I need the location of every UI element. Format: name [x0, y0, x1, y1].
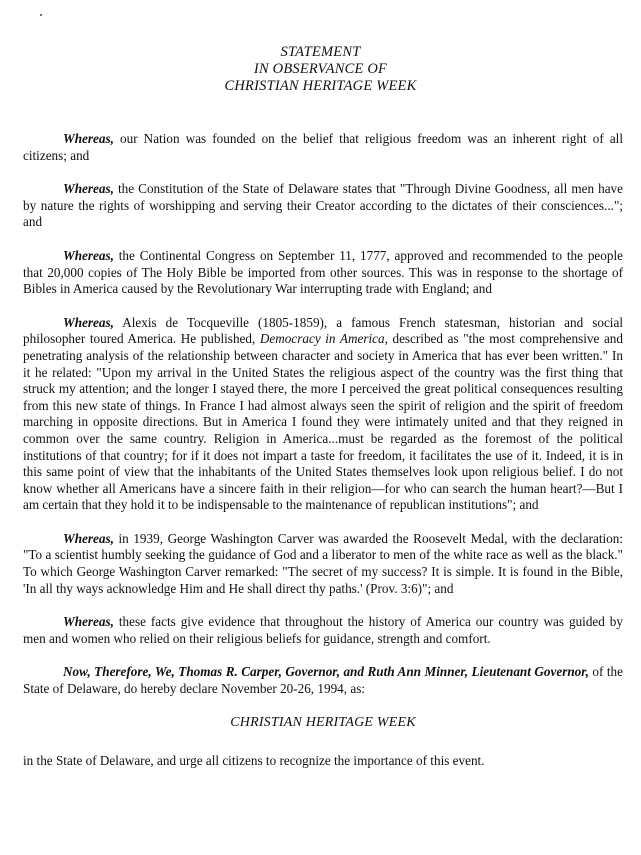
declared-week-title: CHRISTIAN HERITAGE WEEK: [230, 714, 416, 730]
whereas-paragraph-5: [23, 531, 623, 597]
paragraph-text: these facts give evidence that throughout the history of America our country was guided by men and women who relied on their religious beliefs for guidance, strength and comfort.: [23, 614, 623, 646]
document-heading: [0, 44, 641, 95]
proclamation-paragraph: [23, 664, 623, 697]
whereas-paragraph-1: [23, 131, 623, 164]
paragraph-text: the Constitution of the State of Delaware states that "Through Divine Goodness, all men have by nature the rights of worshipping and serving their Creator according to the dictates of their consciences..."; and: [23, 181, 623, 230]
whereas-lead: Whereas,: [63, 614, 114, 630]
heading-line-observance: IN OBSERVANCE OF: [253, 61, 388, 77]
paragraph-text: the Continental Congress on September 11, 1777, approved and recommended to the people that 20,000 copies of The Holy Bible be imported from other sources. This was in response to the shortage of Bibles in America caused by the Revolutionary War interrupting trade with England; and: [23, 247, 623, 297]
closing-paragraph: in the State of Delaware, and urge all citizens to recognize the importance of this event.: [23, 753, 485, 769]
heading-line-statement: STATEMENT: [280, 44, 361, 60]
whereas-lead: Whereas,: [63, 247, 114, 263]
whereas-paragraph-4: [23, 315, 623, 514]
whereas-lead: Whereas,: [63, 181, 114, 197]
book-title: Democracy in America,: [259, 331, 388, 347]
proclamation-lead: Now, Therefore, We, Thomas R. Carper, Governor, and Ruth Ann Minner, Lieutenant Governor,: [63, 664, 589, 680]
whereas-lead: Whereas,: [63, 530, 114, 546]
whereas-lead: Whereas,: [63, 131, 114, 146]
whereas-paragraph-6: [23, 614, 623, 647]
paragraph-text: Alexis de Tocqueville (1805-1859), a famous French statesman, historian and social philosopher toured America. He published,: [23, 314, 623, 347]
paragraph-text: described as "the most comprehensive and penetrating analysis of the relationship between character and society in America that has ever been written." In it he related: "Upon my arrival in the United States the religious aspect of the country was the first thing that struck my attention; and the longer I stayed there, the more I perceived the great political consequences resulting from this new state of things. In France I had almost always seen the spirit of religion and the spirit of freedom marching in opposite directions. But in America I found they were intimately united and that they reigned in common over the same country. Religion in America...must be regarded as the foremost of the political institutions of that country; for if it does not impart a taste for freedom, it facilitates the use of it. Indeed, it is in this same point of view that the inhabitants of the United States themselves look upon religious belief. I do not know whether all Americans have a sincere faith in their religion—for who can search the human heart?—But I am certain that they hold it to be indispensable to the maintenance of republican institutions"; and: [23, 331, 623, 513]
whereas-lead: Whereas,: [63, 314, 114, 330]
whereas-paragraph-3: [23, 248, 623, 298]
paragraph-text: of the State of Delaware, do hereby declare November 20-26, 1994, as:: [23, 664, 623, 697]
heading-line-week: CHRISTIAN HERITAGE WEEK: [224, 78, 417, 94]
document-body: [23, 131, 623, 770]
paragraph-text: our Nation was founded on the belief that religious freedom was an inherent right of all citizens; and: [23, 131, 623, 163]
paragraph-text: in 1939, George Washington Carver was awarded the Roosevelt Medal, with the declaration: "To a scientist humbly seeking the guidance of God and a liberator to men of the white race as well as the black." To which George Washington Carver remarked: "The secret of my success? It is simple. It is found in the Bible, 'In all thy ways acknowledge Him and He shall direct thy paths.' (Prov. 3:6)"; and: [23, 530, 623, 596]
whereas-paragraph-2: [23, 181, 623, 231]
scan-speck: [40, 14, 42, 16]
